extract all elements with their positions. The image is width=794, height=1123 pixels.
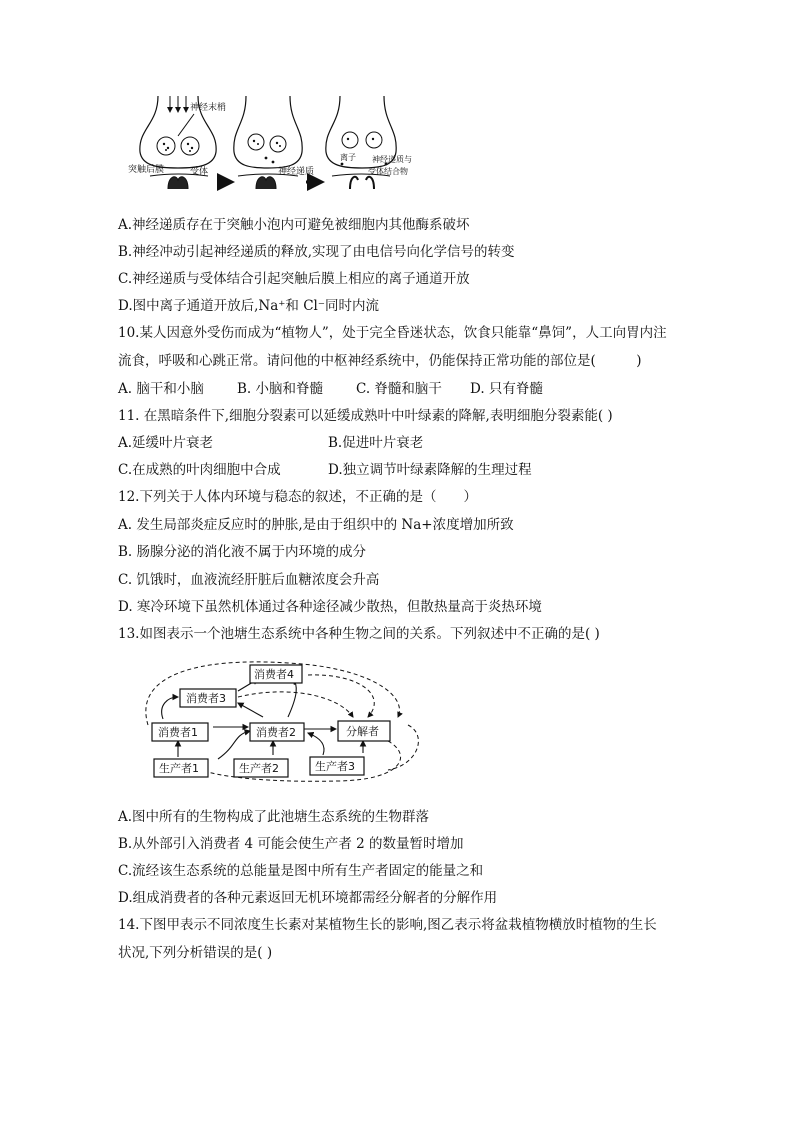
q12-option-d: D. 寒冷环境下虽然机体通过各种途径减少散热，但散热量高于炎热环境	[118, 599, 542, 615]
q13-option-b: B.从外部引入消费者 4 可能会使生产者 2 的数量暂时增加	[118, 836, 464, 852]
food-web-figure	[138, 655, 438, 785]
q14-stem-2: 状况,下列分析错误的是( )	[118, 945, 273, 961]
node-producer2	[234, 759, 288, 777]
label-complex-2: 受体结合物	[368, 167, 408, 176]
label-ion: 离子	[340, 153, 356, 162]
node-producer1	[154, 759, 208, 777]
svg-text:消费者4: 消费者4	[254, 668, 294, 681]
q11-stem: 11. 在黑暗条件下,细胞分裂素可以延缓成熟叶中叶绿素的降解,表明细胞分裂素能( )	[118, 408, 613, 424]
q12-option-c: C. 饥饿时，血液流经肝脏后血糖浓度会升高	[118, 572, 380, 588]
label-terminal: 神经末梢	[190, 103, 227, 113]
label-complex-1: 神经递质与	[372, 155, 412, 164]
q10-stem-1: 10.某人因意外受伤而成为“植物人”，处于完全昏迷状态，饮食只能靠“鼻饲”，人工向胃内注	[118, 325, 667, 341]
node-consumer1	[152, 723, 208, 741]
q9-option-c: C.神经递质与受体结合引起突触后膜上相应的离子通道开放	[118, 271, 470, 287]
label-receptor: 受体	[190, 167, 209, 177]
terminal-2	[234, 96, 302, 168]
svg-text:消费者2: 消费者2	[256, 726, 296, 739]
svg-text:消费者1: 消费者1	[158, 726, 198, 739]
receptor-2	[256, 177, 276, 189]
q10-stem-2: 流食，呼吸和心跳正常。请问他的中枢神经系统中，仍能保持正常功能的部位是( )	[118, 353, 642, 369]
q10-option-b: B. 小脑和脊髓	[237, 381, 324, 397]
q14-stem-1: 14.下图甲表示不同浓度生长素对某植物生长的影响,图乙表示将盆栽植物横放时植物的生长	[118, 917, 657, 933]
q11-option-b: B.促进叶片衰老	[328, 435, 424, 451]
q10-option-c: C. 脊髓和脑干	[356, 381, 442, 397]
impulse-arrows	[170, 96, 186, 112]
svg-text:生产者3: 生产者3	[315, 760, 355, 773]
q10-option-a: A. 脑干和小脑	[118, 381, 204, 397]
node-producer3	[310, 757, 364, 775]
node-consumer2	[250, 723, 304, 741]
label-postsynaptic: 突触后膜	[128, 165, 165, 175]
q13-option-c: C.流经该生态系统的总能量是图中所有生产者固定的能量之和	[118, 863, 484, 879]
q12-option-a: A. 发生局部炎症反应时的肿胀,是由于组织中的 Na+浓度增加所致	[118, 517, 514, 533]
q13-option-a: A.图中所有的生物构成了此池塘生态系统的生物群落	[118, 809, 430, 825]
q9-option-b: B.神经冲动引起神经递质的释放,实现了由电信号向化学信号的转变	[118, 244, 515, 260]
node-decomposer	[338, 721, 390, 741]
q13-stem: 13.如图表示一个池塘生态系统中各种生物之间的关系。下列叙述中不正确的是( )	[118, 626, 600, 642]
node-consumer3	[180, 689, 236, 707]
q12-stem: 12.下列关于人体内环境与稳态的叙述，不正确的是（ ）	[118, 489, 477, 505]
q13-option-d: D.组成消费者的各种元素返回无机环境都需经分解者的分解作用	[118, 890, 498, 906]
q9-option-d: D.图中离子通道开放后,Na⁺和 Cl⁻同时内流	[118, 298, 379, 314]
svg-text:消费者3: 消费者3	[186, 692, 226, 705]
synapse-figure	[128, 94, 428, 204]
svg-text:分解者: 分解者	[346, 725, 379, 738]
receptor-1	[168, 177, 188, 189]
receptor-3	[350, 177, 374, 189]
q11-option-d: D.独立调节叶绿素降解的生理过程	[328, 462, 532, 478]
svg-text:生产者1: 生产者1	[159, 762, 199, 775]
node-consumer4	[250, 665, 302, 683]
q11-option-a: A.延缓叶片衰老	[118, 435, 214, 451]
q11-option-c: C.在成熟的叶肉细胞中合成	[118, 462, 281, 478]
q9-option-a: A.神经递质存在于突触小泡内可避免被细胞内其他酶系破坏	[118, 217, 470, 233]
q10-option-d: D. 只有脊髓	[470, 381, 543, 397]
svg-text:生产者2: 生产者2	[239, 762, 279, 775]
q12-option-b: B. 肠腺分泌的消化液不属于内环境的成分	[118, 544, 367, 560]
label-transmitter: 神经递质	[278, 167, 315, 177]
